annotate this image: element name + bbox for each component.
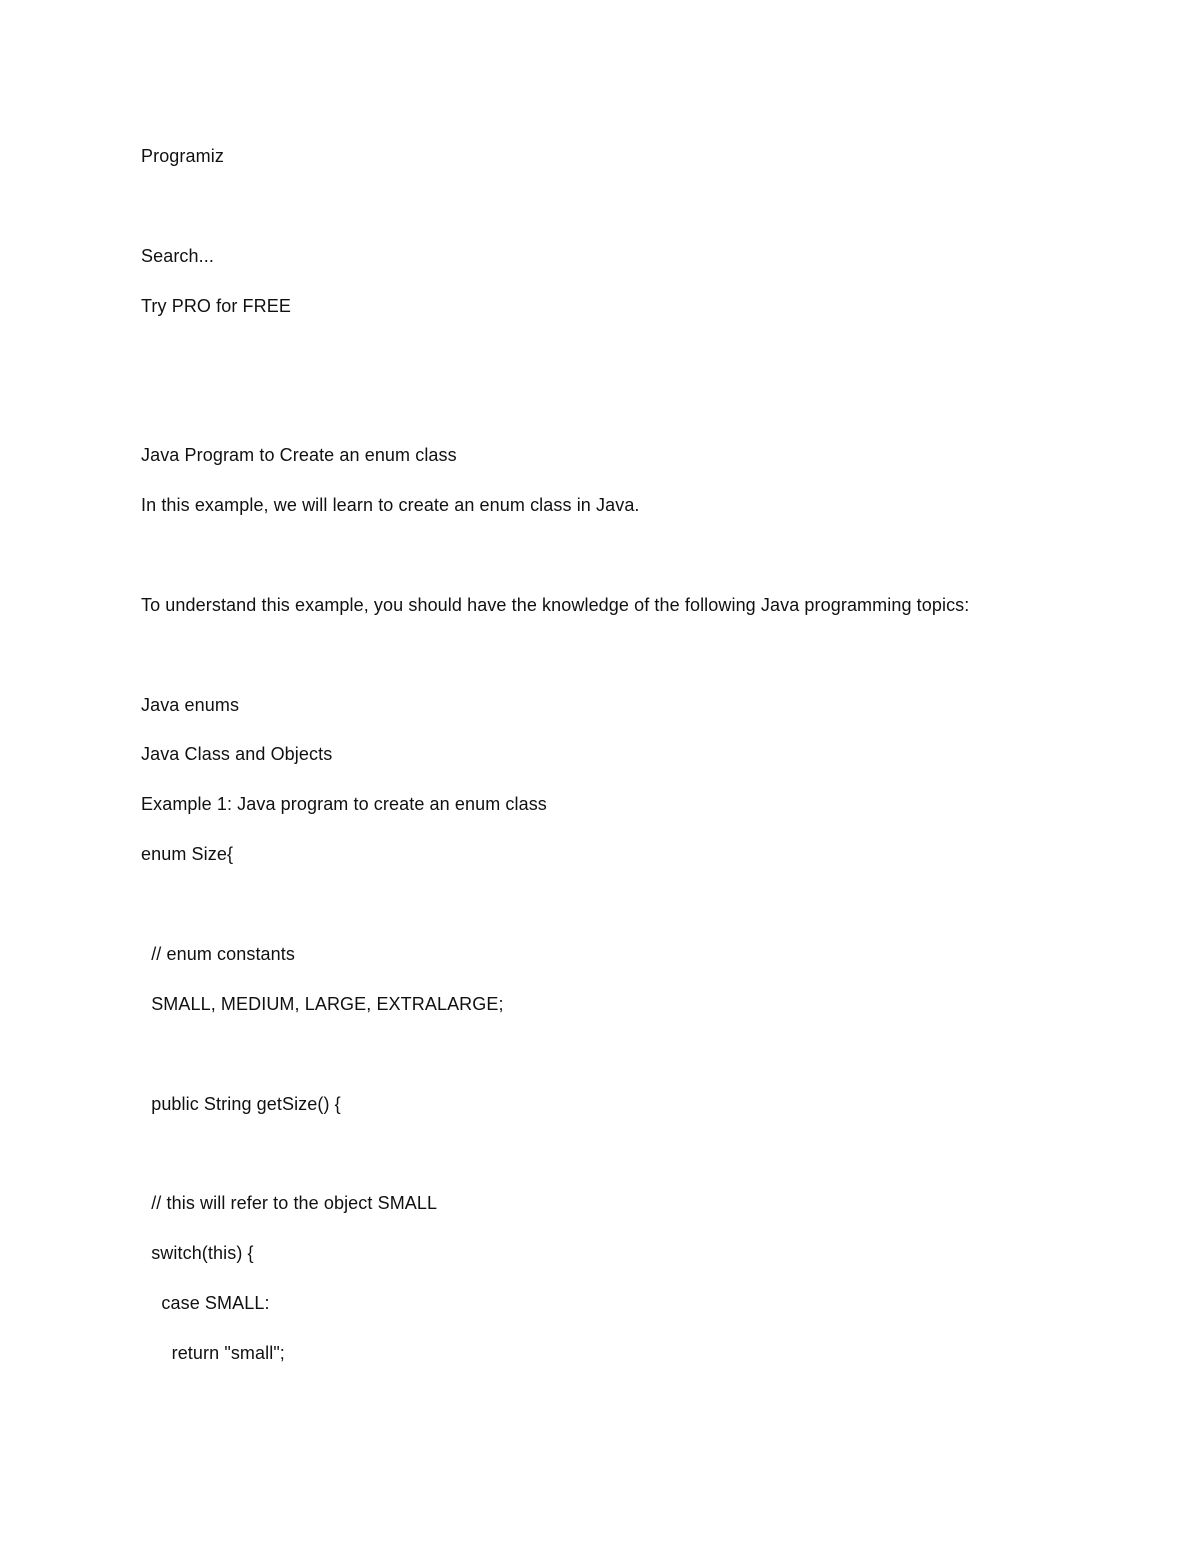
example-heading: Example 1: Java program to create an enum class — [141, 794, 547, 814]
code-comment: // this will refer to the object SMALL — [141, 1193, 438, 1213]
code-line: case SMALL: — [141, 1293, 270, 1313]
page-title: Java Program to Create an enum class — [141, 445, 457, 465]
code-line: enum Size{ — [141, 844, 234, 864]
code-comment: // enum constants — [141, 944, 295, 964]
intro-paragraph: In this example, we will learn to create an enum class in Java. — [141, 495, 640, 515]
promo-text: Try PRO for FREE — [141, 296, 291, 316]
code-line: SMALL, MEDIUM, LARGE, EXTRALARGE; — [141, 994, 504, 1014]
topic-item: Java Class and Objects — [141, 744, 333, 764]
code-line: return "small"; — [141, 1343, 285, 1363]
topic-item: Java enums — [141, 695, 240, 715]
search-text: Search... — [141, 246, 214, 266]
site-name: Programiz — [141, 146, 224, 166]
code-line: switch(this) { — [141, 1243, 254, 1263]
code-line: public String getSize() { — [141, 1094, 341, 1114]
prerequisites-paragraph: To understand this example, you should have the knowledge of the following Java programming topics: — [141, 595, 970, 615]
